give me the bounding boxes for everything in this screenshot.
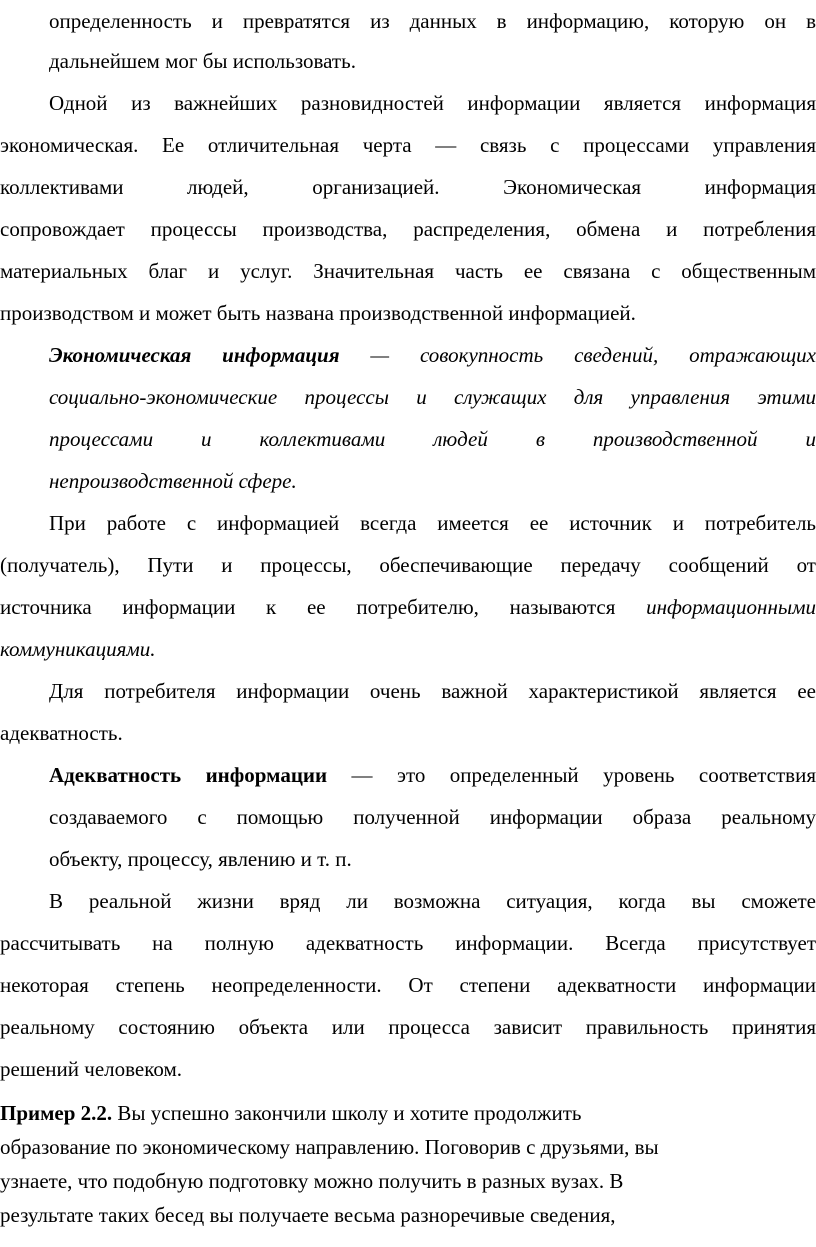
example-line-2: образование по экономическому направлению. Поговорив с друзьями, вы [0,1135,659,1159]
definition-2-line-3: объекту, процессу, явлению и т. п. [49,847,352,871]
paragraph-5-line-1: В реальной жизни вряд ли возможна ситуация, когда вы сможете [49,889,816,913]
paragraph-2-line-3: коллективами людей, организацией. Экономическая информация [0,175,816,199]
paragraph-1-line-2: дальнейшем мог бы использовать. [49,49,356,73]
paragraph-2-line-6: производством и может быть названа производственной информацией. [0,301,636,325]
paragraph-4-line-2: адекватность. [0,721,123,745]
example-line-1 [0,1096,816,1130]
paragraph-5-line-2: рассчитывать на полную адекватность информации. Всегда присутствует [0,931,816,955]
example-line-4: результате таких бесед вы получаете весьма разноречивые сведения, [0,1203,616,1227]
definition-1-line-3: процессами и коллективами людей в производственной и [49,427,816,451]
paragraph-5-line-3: некоторая степень неопределенности. От степени адекватности информации [0,973,816,997]
paragraph-3-term: информационными [646,595,816,619]
paragraph-5-line-4: реальному состоянию объекта или процесса зависит правильность принятия [0,1015,816,1039]
definition-1-line-4: непроизводственной сфере. [49,469,297,493]
paragraph-3-line-2: (получатель), Пути и процессы, обеспечивающие передачу сообщений от [0,553,816,577]
paragraph-2-line-1: Одной из важнейших разновидностей информации является информация [49,91,816,115]
paragraph-2-line-5: материальных благ и услуг. Значительная часть ее связана с общественным [0,259,816,283]
definition-2-line-1 [0,754,816,796]
definition-2-text: — это определенный уровень соответствия [327,763,816,787]
definition-1-text: — совокупность сведений, отражающих [339,343,816,367]
example-text: Вы успешно закончили школу и хотите продолжить [112,1101,582,1125]
definition-2-line-2: создаваемого с помощью полученной информации образа реальному [49,805,816,829]
paragraph-2-line-4: сопровождает процессы производства, распределения, обмена и потребления [0,217,816,241]
definition-1-term: Экономическая информация [49,343,340,367]
definition-1-line-1 [0,334,816,376]
paragraph-3-text: источника информации к ее потребителю, называются [0,595,647,619]
paragraph-3-line-1: При работе с информацией всегда имеется ее источник и потребитель [49,511,816,535]
paragraph-1-line-1: определенность и превратятся из данных в информацию, которую он в [49,9,816,33]
example-line-3: узнаете, что подобную подготовку можно получить в разных вузах. В [0,1169,624,1193]
paragraph-2-line-2: экономическая. Ее отличительная черта — связь с процессами управления [0,133,816,157]
paragraph-4-line-1: Для потребителя информации очень важной характеристикой является ее [49,679,816,703]
definition-1-line-2: социально-экономические процессы и служащих для управления этими [49,385,816,409]
paragraph-3-line-3 [0,586,816,628]
example-label: Пример 2.2. [0,1101,113,1125]
paragraph-5-line-5: решений человеком. [0,1057,183,1081]
definition-2-term: Адекватность информации [49,763,328,787]
paragraph-3-line-4: коммуникациями. [0,637,156,661]
